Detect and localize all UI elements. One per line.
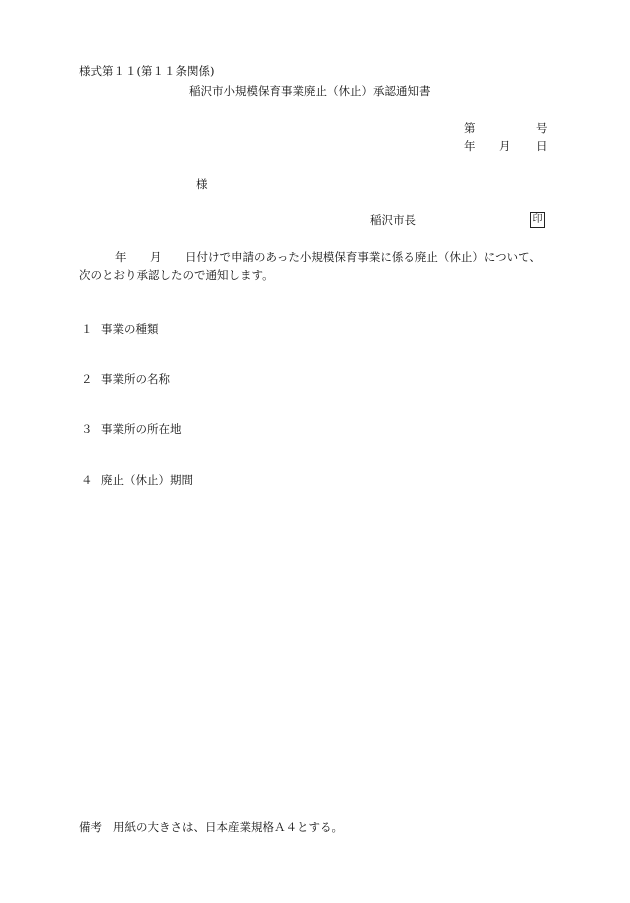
body-month: 月	[150, 250, 162, 264]
item-2-number: ２	[81, 372, 93, 386]
item-3-number: ３	[81, 422, 93, 436]
seal-box	[530, 211, 545, 228]
item-1-number: １	[81, 322, 93, 336]
number-prefix: 第	[464, 121, 476, 135]
number-suffix: 号	[536, 121, 548, 135]
body-year: 年	[115, 250, 127, 264]
item-1-label: 事業の種類	[101, 322, 159, 336]
document-title: 稲沢市小規模保育事業廃止（休止）承認通知書	[189, 84, 431, 98]
date-day: 日	[536, 139, 548, 153]
date-month: 月	[499, 139, 511, 153]
addressee-suffix: 様	[196, 177, 208, 191]
body-line2: 次のとおり承認したので通知します。	[79, 268, 274, 282]
item-3-label: 事業所の所在地	[101, 422, 182, 436]
item-4-number: ４	[81, 473, 93, 487]
item-4-label: 廃止（休止）期間	[101, 473, 193, 487]
note-label: 備考	[79, 820, 102, 834]
note-text: 用紙の大きさは、日本産業規格Ａ４とする。	[113, 820, 343, 834]
item-2-label: 事業所の名称	[101, 372, 170, 386]
form-label: 様式第１１(第１１条関係)	[79, 64, 215, 78]
body-line1-text: 日付けで申請のあった小規模保育事業に係る廃止（休止）について、	[185, 250, 541, 264]
date-year: 年	[464, 139, 476, 153]
seal-char: 印	[530, 212, 545, 228]
issuer-name: 稲沢市長	[370, 213, 416, 227]
